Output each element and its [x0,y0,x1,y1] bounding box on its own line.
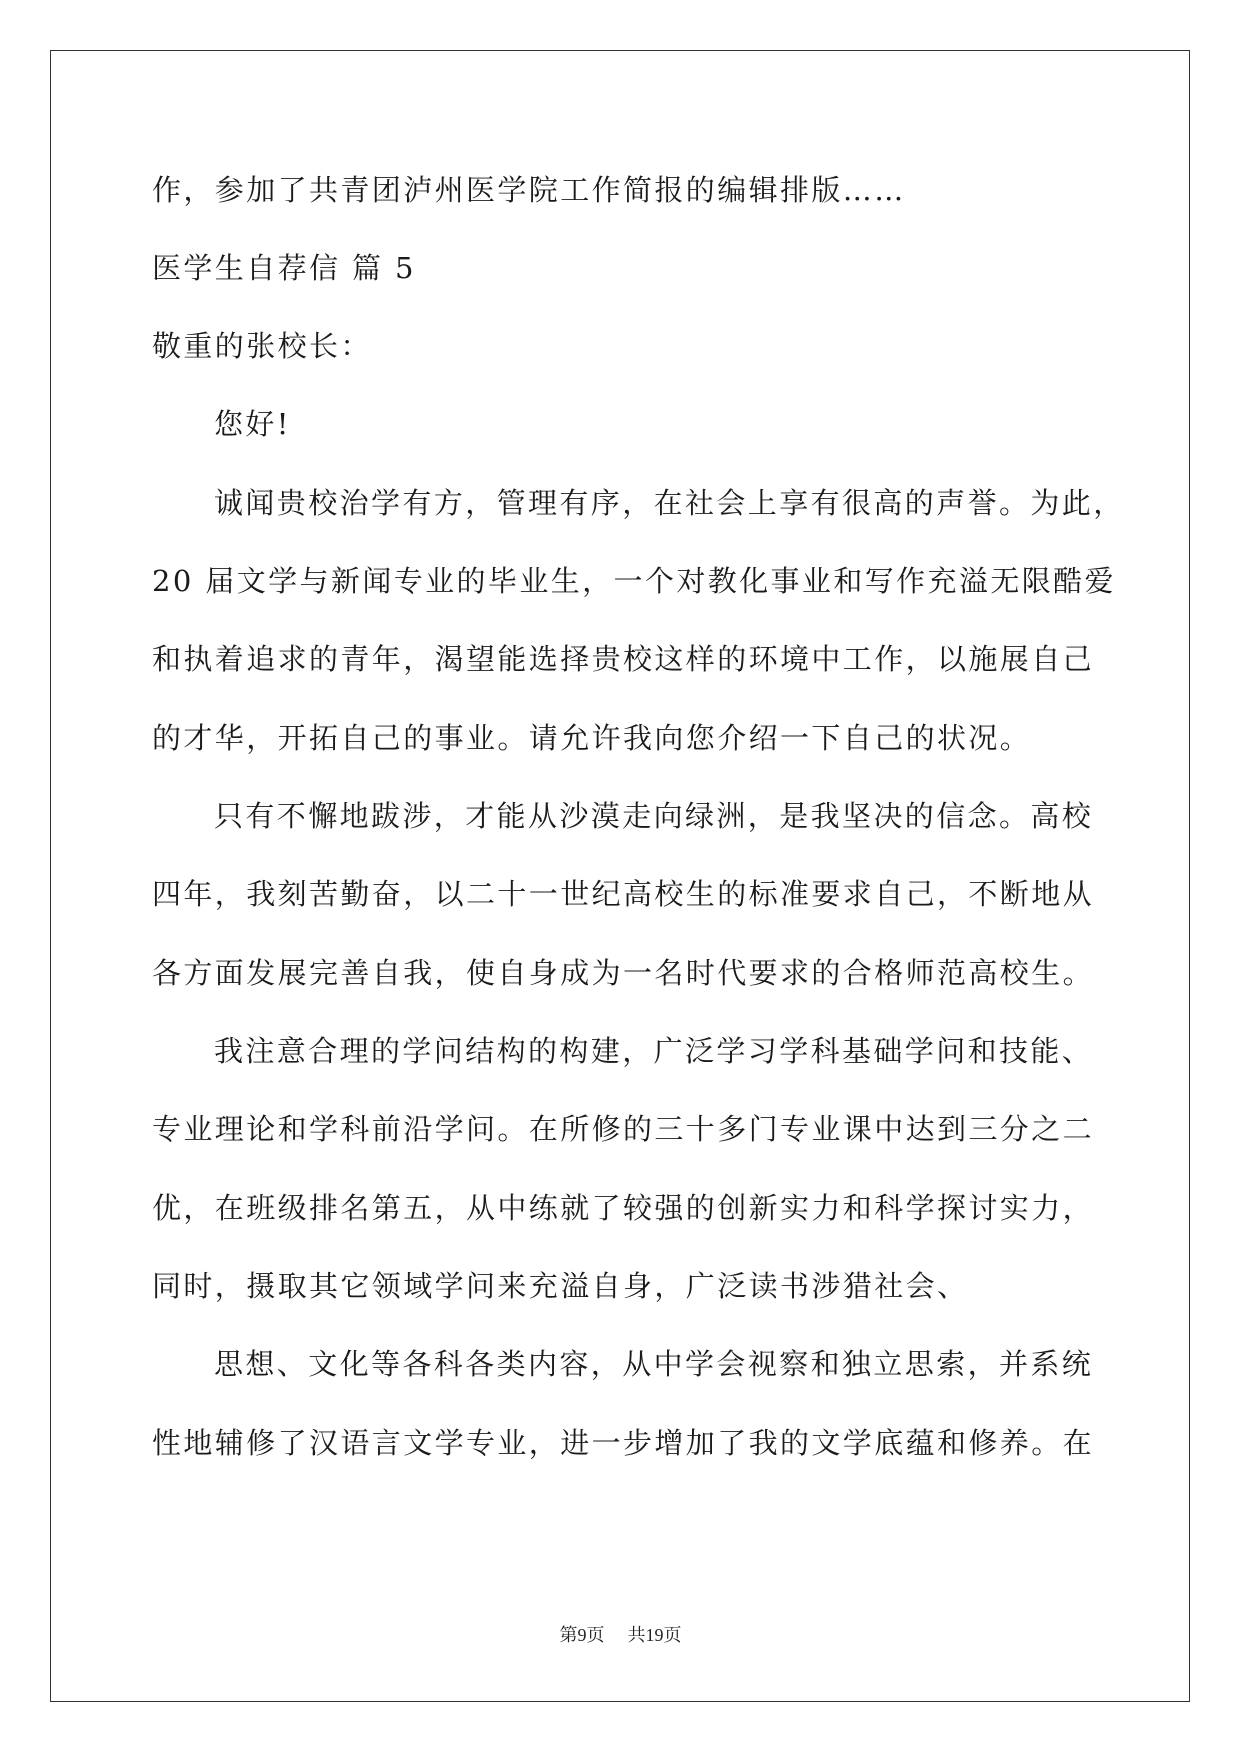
total-prefix: 共 [627,1625,646,1646]
section-heading: 医学生自荐信 篇 5 [152,251,416,285]
page-suffix: 页 [586,1625,605,1646]
text-line-5: 诚闻贵校治学有方，管理有序，在社会上享有很高的声誉。为此， [214,486,1125,520]
text-line-11: 各方面发展完善自我，使自身成为一名时代要求的合格师范高校生。 [152,956,1095,990]
total-suffix: 页 [663,1625,682,1646]
text-line-12: 我注意合理的学问结构的构建，广泛学习学科基础学问和技能、 [214,1034,1094,1068]
text-line-6: 20 届文学与新闻专业的毕业生，一个对教化事业和写作充溢无限酷爱 [152,564,1116,598]
text-line-9: 只有不懈地跋涉，才能从沙漠走向绿洲，是我坚决的信念。高校 [214,799,1094,833]
text-line-7: 和执着追求的青年，渴望能选择贵校这样的环境中工作，以施展自己 [152,642,1095,676]
page-total: 19 [645,1625,664,1645]
greeting: 您好! [214,407,291,441]
page-current: 9 [577,1625,587,1645]
page-footer [0,1623,1241,1648]
text-line-10: 四年，我刻苦勤奋，以二十一世纪高校生的标准要求自己，不断地从 [152,877,1095,911]
text-line-13: 专业理论和学科前沿学问。在所修的三十多门专业课中达到三分之二 [152,1112,1095,1146]
text-line-14: 优，在班级排名第五，从中练就了较强的创新实力和科学探讨实力， [152,1191,1095,1225]
text-line-8: 的才华，开拓自己的事业。请允许我向您介绍一下自己的状况。 [152,721,1032,755]
text-line-15: 同时，摄取其它领域学问来充溢自身，广泛读书涉猎社会、 [152,1269,969,1303]
text-line-16: 思想、文化等各科各类内容，从中学会视察和独立思索，并系统 [214,1347,1094,1381]
text-line-1: 作，参加了共青团泸州医学院工作简报的编辑排版…… [152,173,906,207]
salutation: 敬重的张校长： [152,329,372,363]
page-prefix: 第 [559,1625,578,1646]
text-line-17: 性地辅修了汉语言文学专业，进一步增加了我的文学底蕴和修养。在 [152,1426,1095,1460]
